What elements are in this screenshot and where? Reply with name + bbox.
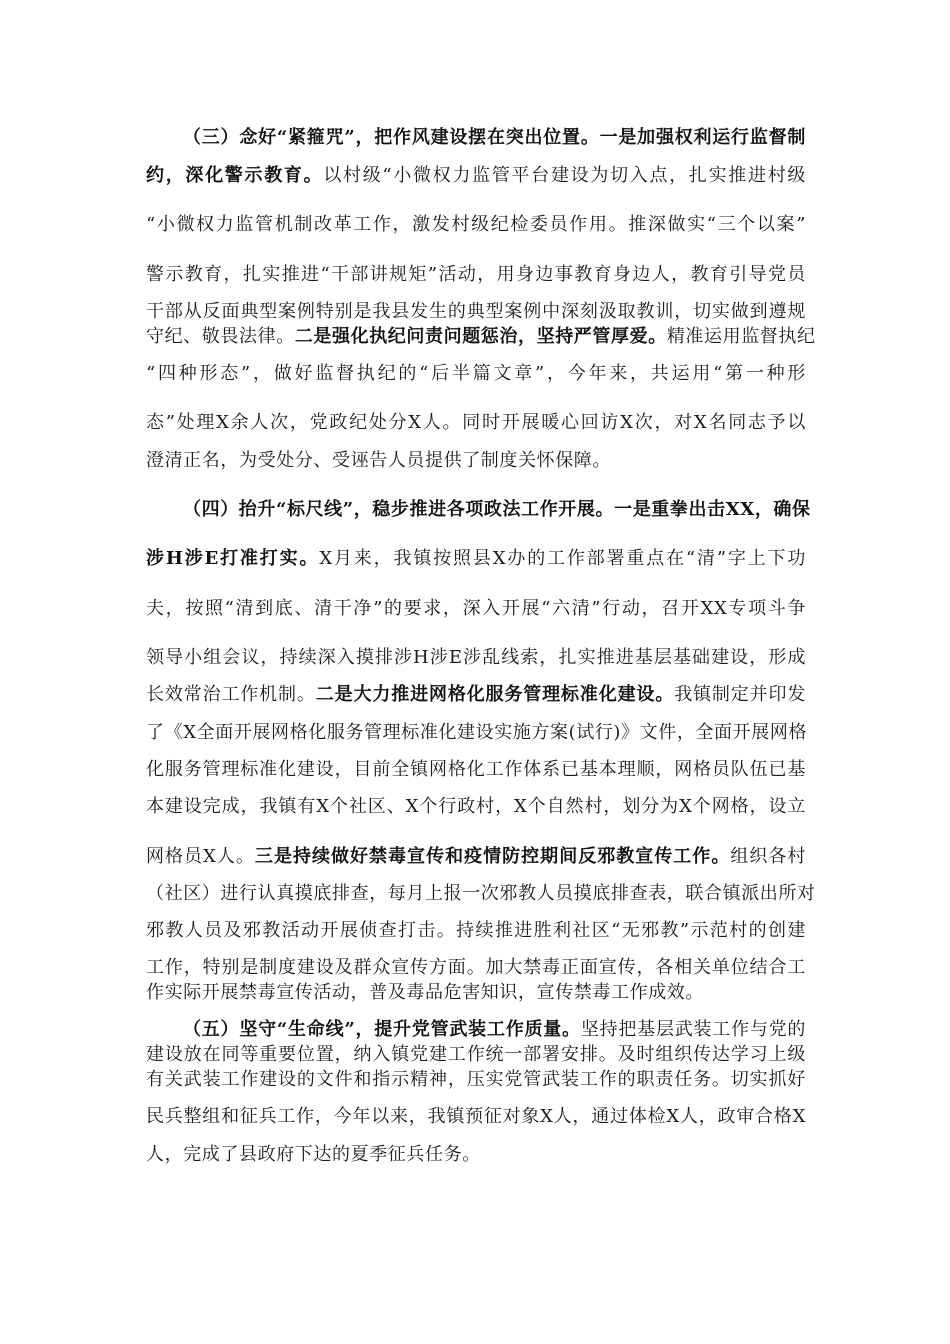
bold-text-segment: 二是强化执纪问责问题惩治，坚持严管厚爱。 [294,326,667,347]
bold-text-segment: （三）念好“紧箍咒”，把作风建设摆在突出位置。一是加强权利运行监督制 [183,127,806,148]
text-segment: “小微权力监管机制改革工作，激发村级纪检委员作用。推深做实“三个以案” [146,214,806,235]
text-line [146,845,806,869]
text-line [146,597,806,621]
text-line [183,1018,806,1042]
text-line [146,300,806,324]
text-line [146,213,806,237]
text-segment: 建设放在同等重要位置，纳入镇党建工作统一部署安排。及时组织传达学习上级 [146,1044,806,1065]
text-line [146,721,806,745]
text-line [146,164,806,188]
text-segment: 本建设完成，我镇有X个社区、X个行政村，X个自然村，划分为X个网格，设立 [146,796,806,817]
text-segment: 澄清正名，为受处分、受诬告人员提供了制度关怀保障。 [146,450,611,471]
text-segment: X月来，我镇按照县X办的工作部署重点在“清”字上下功 [319,548,806,569]
bold-text-segment: （四）抬升“标尺线”，稳步推进各项政法工作开展。一是重拳出击XX，确保 [183,499,811,520]
text-line [146,362,806,386]
text-segment: 我镇制定并印发 [674,684,806,705]
text-segment: 邪教人员及邪教活动开展侦查打击。持续推进胜利社区“无邪教”示范村的创建 [146,920,806,941]
text-line [146,1143,806,1167]
text-segment: 组织各村 [730,846,806,867]
text-segment: 了《X全面开展网格化服务管理标准化建设实施方案(试行)》文件，全面开展网格 [146,722,808,743]
text-segment: 坚持把基层武装工作与党的 [580,1019,807,1040]
text-segment: 人，完成了县政府下达的夏季征兵任务。 [146,1144,481,1165]
text-line [183,498,811,522]
text-segment: 领导小组会议，持续深入摸排涉H涉E涉乱线索，扎实推进基层基础建设，形成 [146,647,806,668]
text-segment: 民兵整组和征兵工作，今年以来，我镇预征对象X人，通过体检X人，政审合格X [146,1106,806,1127]
text-segment: 作实际开展禁毒宣传活动，普及毒品危害知识，宣传禁毒工作成效。 [146,982,704,1003]
text-line [146,1043,806,1067]
text-line [146,1105,806,1129]
bold-text-segment: 约，深化警示教育。 [146,165,324,186]
text-line [146,882,816,906]
text-line [146,683,806,707]
text-segment: 工作，特别是制度建设及群众宣传方面。加大禁毒正面宣传，各相关单位结合工 [146,957,806,978]
bold-text-segment: 涉H涉E打准打实。 [146,548,320,569]
bold-text-segment: 二是大力推进网格化服务管理标准化建设。 [315,684,675,705]
text-segment: 精准运用监督执纪 [666,326,816,347]
text-line [146,956,806,980]
text-segment: “四种形态”，做好监督执纪的“后半篇文章”，今年来，共运用“第一种形 [146,363,806,384]
text-line [146,449,806,473]
text-line [146,795,806,819]
bold-text-segment: （五）坚守“生命线”，提升党管武装工作质量。 [183,1019,581,1040]
text-segment: 夫，按照“清到底、清干净”的要求，深入开展“六清”行动，召开XX专项斗争 [146,598,806,619]
text-line [183,126,806,150]
text-line [146,411,806,435]
text-line [146,981,806,1005]
bold-text-segment: 三是持续做好禁毒宣传和疫情防控期间反邪教宣传工作。 [254,846,731,867]
text-line [146,325,816,349]
text-segment: 态”处理X余人次，党政纪处分X人。同时开展暖心回访X次，对X名同志予以 [146,412,806,433]
text-segment: 长效常治工作机制。 [146,684,316,705]
text-line [146,758,806,782]
text-segment: 警示教育，扎实推进“干部讲规矩”活动，用身边事教育身边人，教育引导党员 [146,264,806,285]
text-line [146,547,806,571]
text-line [146,646,806,670]
text-segment: 干部从反面典型案例特别是我县发生的典型案例中深刻汲取教训，切实做到遵规 [146,301,806,322]
text-line [146,919,806,943]
text-line [146,1068,806,1092]
text-segment: 有关武装工作建设的文件和指示精神，压实党管武装工作的职责任务。切实抓好 [146,1069,806,1090]
text-segment: 化服务管理标准化建设，目前全镇网格化工作体系已基本理顺，网格员队伍已基 [146,759,806,780]
text-segment: 网格员X人。 [146,846,255,867]
text-line [146,263,806,287]
text-segment: 以村级“小微权力监管平台建设为切入点，扎实推进村级 [323,165,806,186]
text-segment: 守纪、敬畏法律。 [146,326,295,347]
text-segment: （社区）进行认真摸底排查，每月上报一次邪教人员摸底排查表，联合镇派出所对 [146,883,816,904]
